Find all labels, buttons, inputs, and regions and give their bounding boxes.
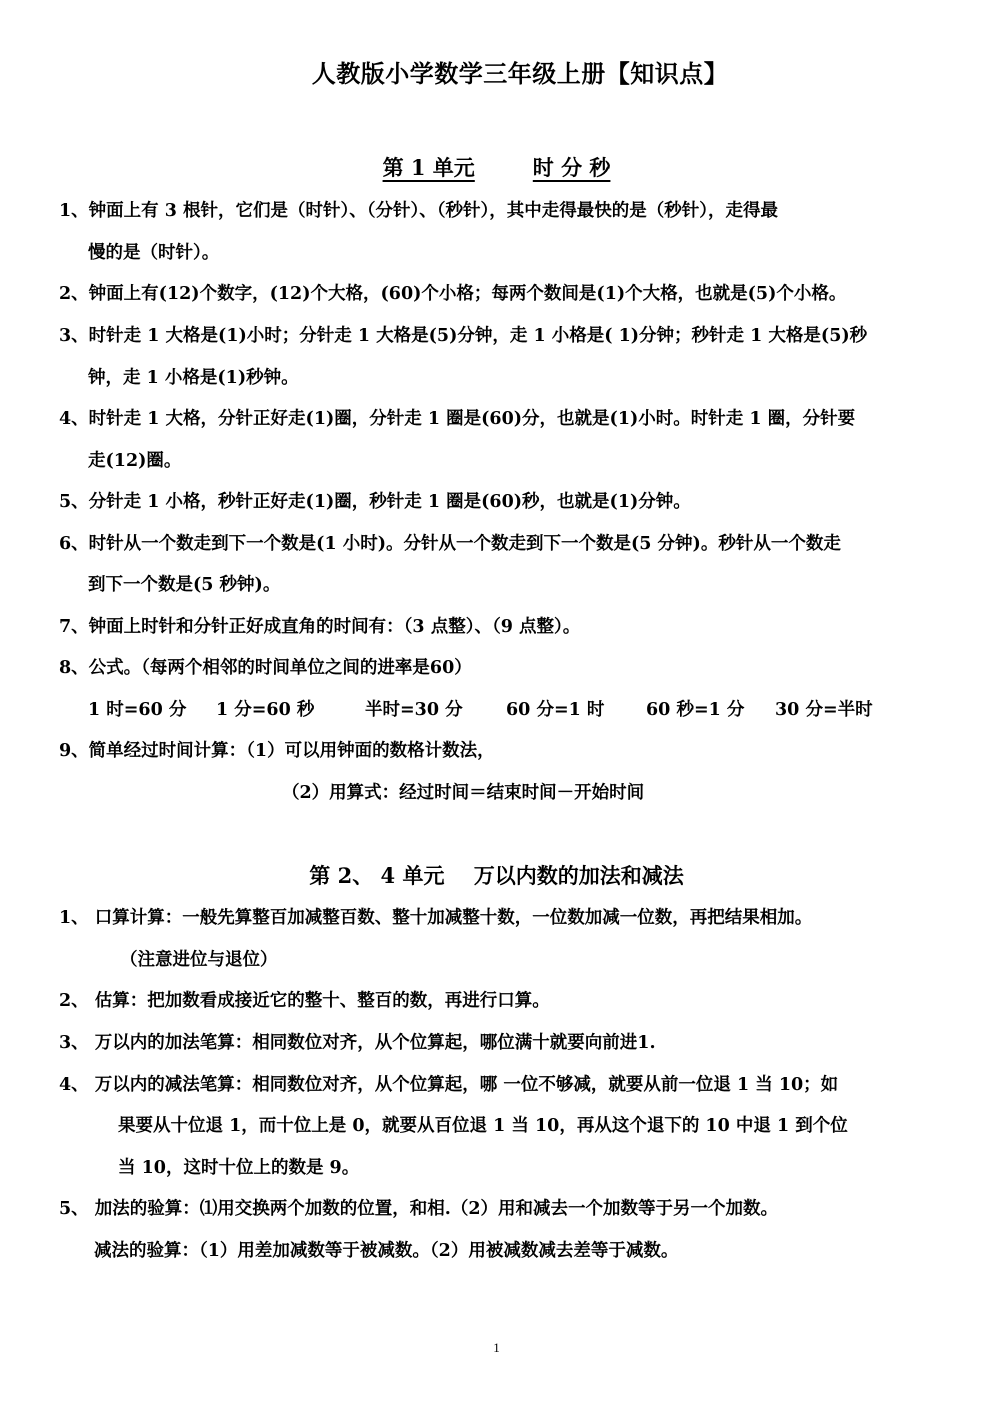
unit1-line: 9、简单经过时间计算：（1）可以用钟面的数格计数法，	[59, 741, 495, 761]
unit1-heading-text	[383, 155, 611, 180]
unit1-line: 3、时针走 1 大格是(1)小时；分针走 1 大格是(5)分钟，走 1 小格是( 1)分钟；秒针走 1 大格是(5)秒	[59, 326, 868, 346]
unit1-line: 7、钟面上时针和分针正好成直角的时间有：（3 点整）、（9 点整）。	[59, 617, 581, 637]
unit1-line: 1、钟面上有 3 根针，它们是（时针）、（分针）、（秒针），其中走得最快的是（秒针），走得最	[59, 201, 779, 221]
unit1-line: 8、公式。（每两个相邻的时间单位之间的进率是60）	[59, 658, 472, 678]
unit2-line: （注意进位与退位）	[120, 950, 278, 970]
formula: 30 分=半时	[775, 700, 873, 720]
unit1-heading-num: 第 1 单元	[382, 155, 475, 180]
formula: 1 时=60 分	[88, 700, 187, 720]
unit1-line: （2）用算式：经过时间＝结束时间－开始时间	[282, 783, 645, 803]
unit2-heading: 第 2、 4 单元 万以内数的加法和减法	[309, 863, 684, 888]
formula: 60 分=1 时	[506, 700, 605, 720]
unit2-line: 4、 万以内的减法笔算：相同数位对齐，从个位算起，哪 一位不够减，就要从前一位退 1 当 10；如	[59, 1075, 839, 1095]
unit2-line: 3、 万以内的加法笔算：相同数位对齐，从个位算起，哪位满十就要向前进1.	[59, 1033, 656, 1053]
unit1-line: 4、时针走 1 大格，分针正好走(1)圈，分针走 1 圈是(60)分，也就是(1)小时。时针走 1 圈，分针要	[59, 409, 856, 429]
unit1-heading	[0, 152, 993, 182]
formula: 1 分=60 秒	[216, 700, 315, 720]
formula: 半时=30 分	[365, 700, 463, 720]
unit1-line: 5、分针走 1 小格，秒针正好走(1)圈，秒针走 1 圈是(60)秒，也就是(1)分钟。	[59, 492, 691, 512]
unit2-line: 5、 加法的验算：⑴用交换两个加数的位置，和相.（2）用和减去一个加数等于另一个加数。	[59, 1199, 779, 1219]
unit2-line: 2、 估算：把加数看成接近它的整十、整百的数，再进行口算。	[59, 991, 550, 1011]
unit1-line: 走(12)圈。	[88, 451, 182, 471]
unit1-line: 6、时针从一个数走到下一个数是(1 小时)。分针从一个数走到下一个数是(5 分钟)。秒针从一个数走	[59, 534, 841, 554]
unit2-line: 1、 口算计算：一般先算整百加减整百数、整十加减整十数，一位数加减一位数，再把结果相加。	[59, 908, 813, 928]
unit2-line: 当 10，这时十位上的数是 9。	[118, 1158, 360, 1178]
unit2-line: 减法的验算：（1）用差加减数等于被减数。（2）用被减数减去差等于减数。	[94, 1241, 679, 1261]
unit1-line: 到下一个数是(5 秒钟)。	[88, 575, 281, 595]
unit1-line: 慢的是（时针）。	[88, 243, 220, 263]
unit1-line: 钟，走 1 小格是(1)秒钟。	[88, 368, 299, 388]
page-number: 1	[493, 1340, 500, 1355]
formula: 60 秒=1 分	[646, 700, 745, 720]
unit1-line: 2、钟面上有(12)个数字，(12)个大格，(60)个小格；每两个数间是(1)个大格，也就是(5)个小格。	[59, 284, 847, 304]
unit2-line: 果要从十位退 1，而十位上是 0，就要从百位退 1 当 10，再从这个退下的 10 中退 1 到个位	[118, 1116, 848, 1136]
page-title: 人教版小学数学三年级上册【知识点】	[311, 59, 729, 88]
unit1-heading-name: 时 分 秒	[532, 155, 611, 180]
